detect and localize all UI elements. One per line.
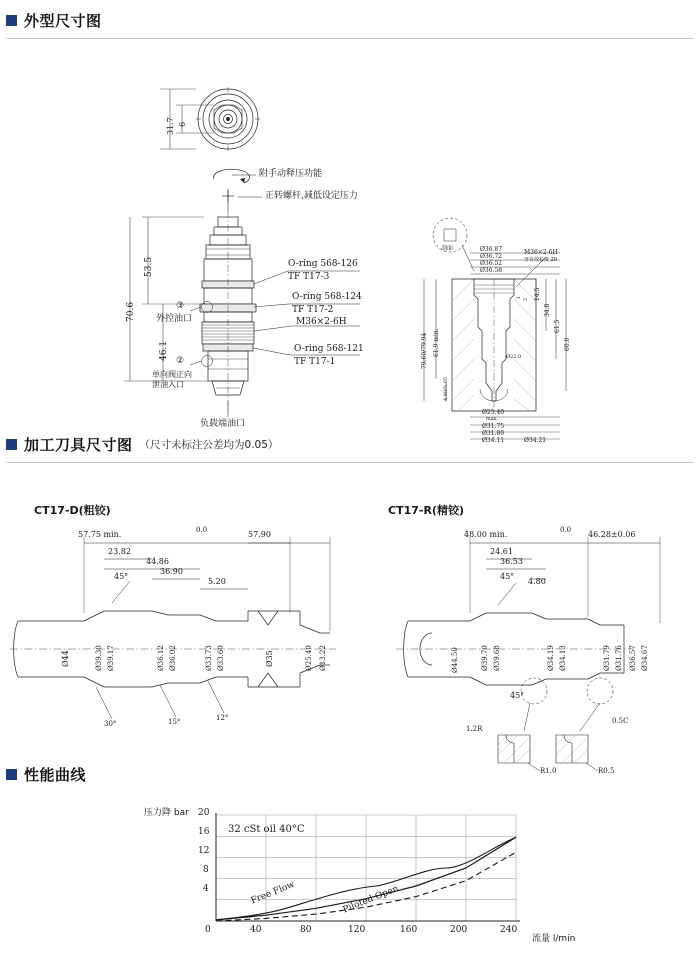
cavity-left-dim-3: 4.80/5.05 — [443, 377, 449, 401]
chart-xtick-120: 120 — [348, 925, 366, 935]
d-dia-13-22: Ø13.22 — [319, 645, 327, 671]
r-detail-r1-0: R1.0 — [540, 767, 557, 775]
r-detail-0-5c: 0.5C — [612, 717, 629, 725]
variant-title-r: CT17-R(精铰) — [388, 504, 464, 517]
d-dim-0-0: 0.0 — [196, 526, 208, 534]
r-dim-0-0: 0.0 — [560, 526, 572, 534]
d-dia-44: Ø44 — [61, 650, 70, 667]
section-header-performance — [0, 764, 700, 785]
port-2-label: 单向阀正向泄油入口 — [152, 370, 192, 389]
r-dim-45deg-b: 45° — [510, 691, 525, 700]
section-outline — [0, 10, 700, 444]
port-3-label: 外控油口 — [156, 314, 193, 324]
cavity-thread: M36×2-6H — [524, 249, 558, 256]
seal-note-4-line1: O-ring 568-121 — [294, 344, 364, 354]
cavity-dia-3: Ø36.52 — [480, 260, 503, 267]
cavity-right-dim-4: 14.5 — [534, 287, 541, 301]
section-marker-icon — [6, 15, 17, 26]
cavity-right-dim-5: 2 — [523, 297, 529, 301]
variant-title-d: CT17-D(粗铰) — [34, 504, 111, 517]
cavity-bottom-dia-1: Ø25.40 — [482, 409, 505, 416]
seal-note-2-line1: O-ring 568-124 — [292, 292, 362, 302]
series-2-label: Piloted Open — [341, 883, 401, 916]
cavity-detail-mark: 剖面 — [441, 245, 454, 252]
r-dim-48-00: 48.00 min. — [464, 530, 508, 539]
cavity-left-dim-2: 79.60/79.94 — [421, 332, 428, 369]
d-dia-36-02: Ø36.02 — [169, 645, 177, 671]
cavity-bottom-dia-5: Ø34.21 — [524, 437, 547, 444]
r-dia-44-50: Ø44.50 — [451, 647, 459, 673]
chart-ytick-12: 12 — [198, 846, 210, 856]
section-title: 加工刀具尺寸图 — [24, 436, 133, 454]
chart-xtick-200: 200 — [450, 925, 468, 935]
performance-chart — [0, 785, 700, 953]
port-2-number: ② — [176, 356, 185, 366]
cavity-bottom-dia-2: Ø31.75 — [482, 423, 505, 430]
r-dia-34-19: Ø34.19 — [547, 645, 555, 671]
r-dim-45deg-a: 45° — [500, 572, 515, 581]
r-dia-31-76: Ø31.76 — [615, 645, 623, 671]
callout-manual-release: 附手动释压功能 — [259, 169, 323, 179]
dim-46-1: 46.1 — [159, 340, 169, 361]
dim-31-7: 31.7 — [166, 117, 175, 135]
d-dia-39-30: Ø39.30 — [95, 645, 103, 671]
d-angle-12: 12° — [216, 714, 229, 722]
section-header-outline — [0, 10, 700, 31]
chart-xtick-80: 80 — [300, 925, 312, 935]
d-dia-33-60: Ø33.60 — [217, 645, 225, 671]
cavity-bottom-dia-4: Ø34.11 — [482, 437, 505, 444]
cavity-right-dim-3: 60.0 — [564, 337, 571, 351]
cavity-dia-2: Ø36.72 — [480, 253, 503, 260]
d-dia-25-40: Ø25.40 — [305, 645, 313, 671]
section-marker-icon — [6, 439, 17, 450]
section-header-tooling — [0, 434, 700, 455]
r-dim-24-61: 24.61 — [490, 547, 513, 556]
chart-xtick-0: 0 — [205, 925, 211, 935]
r-dia-36-57: Ø36.57 — [629, 645, 637, 671]
seal-note-1-line1: O-ring 568-126 — [288, 259, 358, 269]
cavity-dia-1: Ø36.87 — [480, 246, 503, 253]
d-angle-15: 15° — [168, 718, 181, 726]
tooling-drawing — [0, 463, 700, 793]
d-dim-57-75: 57.75 min. — [78, 530, 122, 539]
d-angle-30: 30° — [104, 720, 117, 728]
r-dia-31-79: Ø31.79 — [603, 645, 611, 671]
section-note: （尺寸未标注公差均为0.05） — [139, 439, 279, 451]
d-dim-23-82: 23.82 — [108, 547, 131, 556]
callout-load-port: 负载端油口 — [200, 419, 246, 429]
outline-svg — [0, 39, 700, 444]
cavity-right-dim-6: 1 — [516, 295, 522, 299]
chart-xtick-40: 40 — [250, 925, 262, 935]
port-3-number: ③ — [176, 301, 185, 311]
d-dim-45deg: 45° — [114, 572, 129, 581]
chart-ytick-20: 20 — [198, 808, 210, 818]
chart-ylabel: 压力降 bar — [144, 808, 189, 818]
r-dia-34-67: Ø34.67 — [641, 645, 649, 671]
section-title: 外型尺寸图 — [24, 12, 102, 30]
chart-xlabel: 流量 l/min — [532, 934, 576, 944]
seal-note-2-line2: TF T17-2 — [292, 305, 334, 315]
cavity-thread-note: 牙有效长度 20 — [524, 257, 557, 263]
chart-ytick-8: 8 — [203, 865, 209, 875]
cavity-small-dia: Ø22.0 — [506, 354, 522, 360]
d-dim-5-20: 5.20 — [208, 577, 226, 586]
d-dia-35: Ø35 — [265, 650, 274, 667]
d-dia-33-73: Ø33.73 — [205, 645, 213, 671]
r-detail-r0-5: R0.5 — [598, 767, 615, 775]
dim-70-6: 70.6 — [126, 301, 136, 322]
section-marker-icon — [6, 769, 17, 780]
cavity-bottom-dia-3: Ø31.80 — [482, 430, 505, 437]
r-detail-1-2r: 1.2R — [466, 725, 483, 733]
callout-turn-screw: 正转螺杆,减低设定压力 — [265, 191, 358, 201]
chart-ytick-4: 4 — [203, 884, 209, 894]
section-tooling — [0, 434, 700, 793]
r-dia-39-70: Ø39.70 — [481, 645, 489, 671]
d-dia-39-17: Ø39.17 — [107, 645, 115, 671]
r-dim-36-53: 36.53 — [500, 557, 523, 566]
d-dim-36-90: 36.90 — [160, 567, 183, 576]
chart-annotation: 32 cSt oil 40°C — [228, 824, 305, 835]
cavity-right-dim-2: 61.5 — [554, 319, 561, 333]
seal-note-1-line2: TF T17-3 — [288, 272, 330, 282]
r-dim-4-80: 4.80 — [528, 577, 546, 586]
d-dim-44-86: 44.86 — [146, 557, 169, 566]
r-dia-39-68: Ø39.68 — [493, 645, 501, 671]
seal-note-3-line1: M36×2-6H — [296, 317, 347, 327]
cavity-bottom-max: max. — [486, 416, 499, 422]
outline-drawing — [0, 39, 700, 444]
section-title: 性能曲线 — [24, 766, 87, 784]
r-dia-34-13: Ø34.13 — [559, 645, 567, 671]
d-dim-57-90: 57.90 — [248, 530, 271, 539]
seal-note-4-line2: TF T17-1 — [294, 357, 336, 367]
cavity-left-dim-1: 61.9 min. — [433, 328, 440, 357]
chart-xtick-160: 160 — [400, 925, 418, 935]
chart-xtick-240: 240 — [500, 925, 518, 935]
d-dia-36-12: Ø36.12 — [157, 645, 165, 671]
cavity-dia-4: Ø36.58 — [480, 267, 503, 274]
dim-6: 6 — [178, 121, 187, 127]
dim-53-5: 53.5 — [144, 256, 154, 277]
section-performance — [0, 764, 700, 953]
r-dim-46-28: 46.28±0.06 — [588, 530, 636, 539]
series-1-label: Free Flow — [249, 879, 297, 907]
cavity-right-dim-1: 34.8 — [544, 303, 551, 317]
chart-ytick-16: 16 — [198, 827, 210, 837]
